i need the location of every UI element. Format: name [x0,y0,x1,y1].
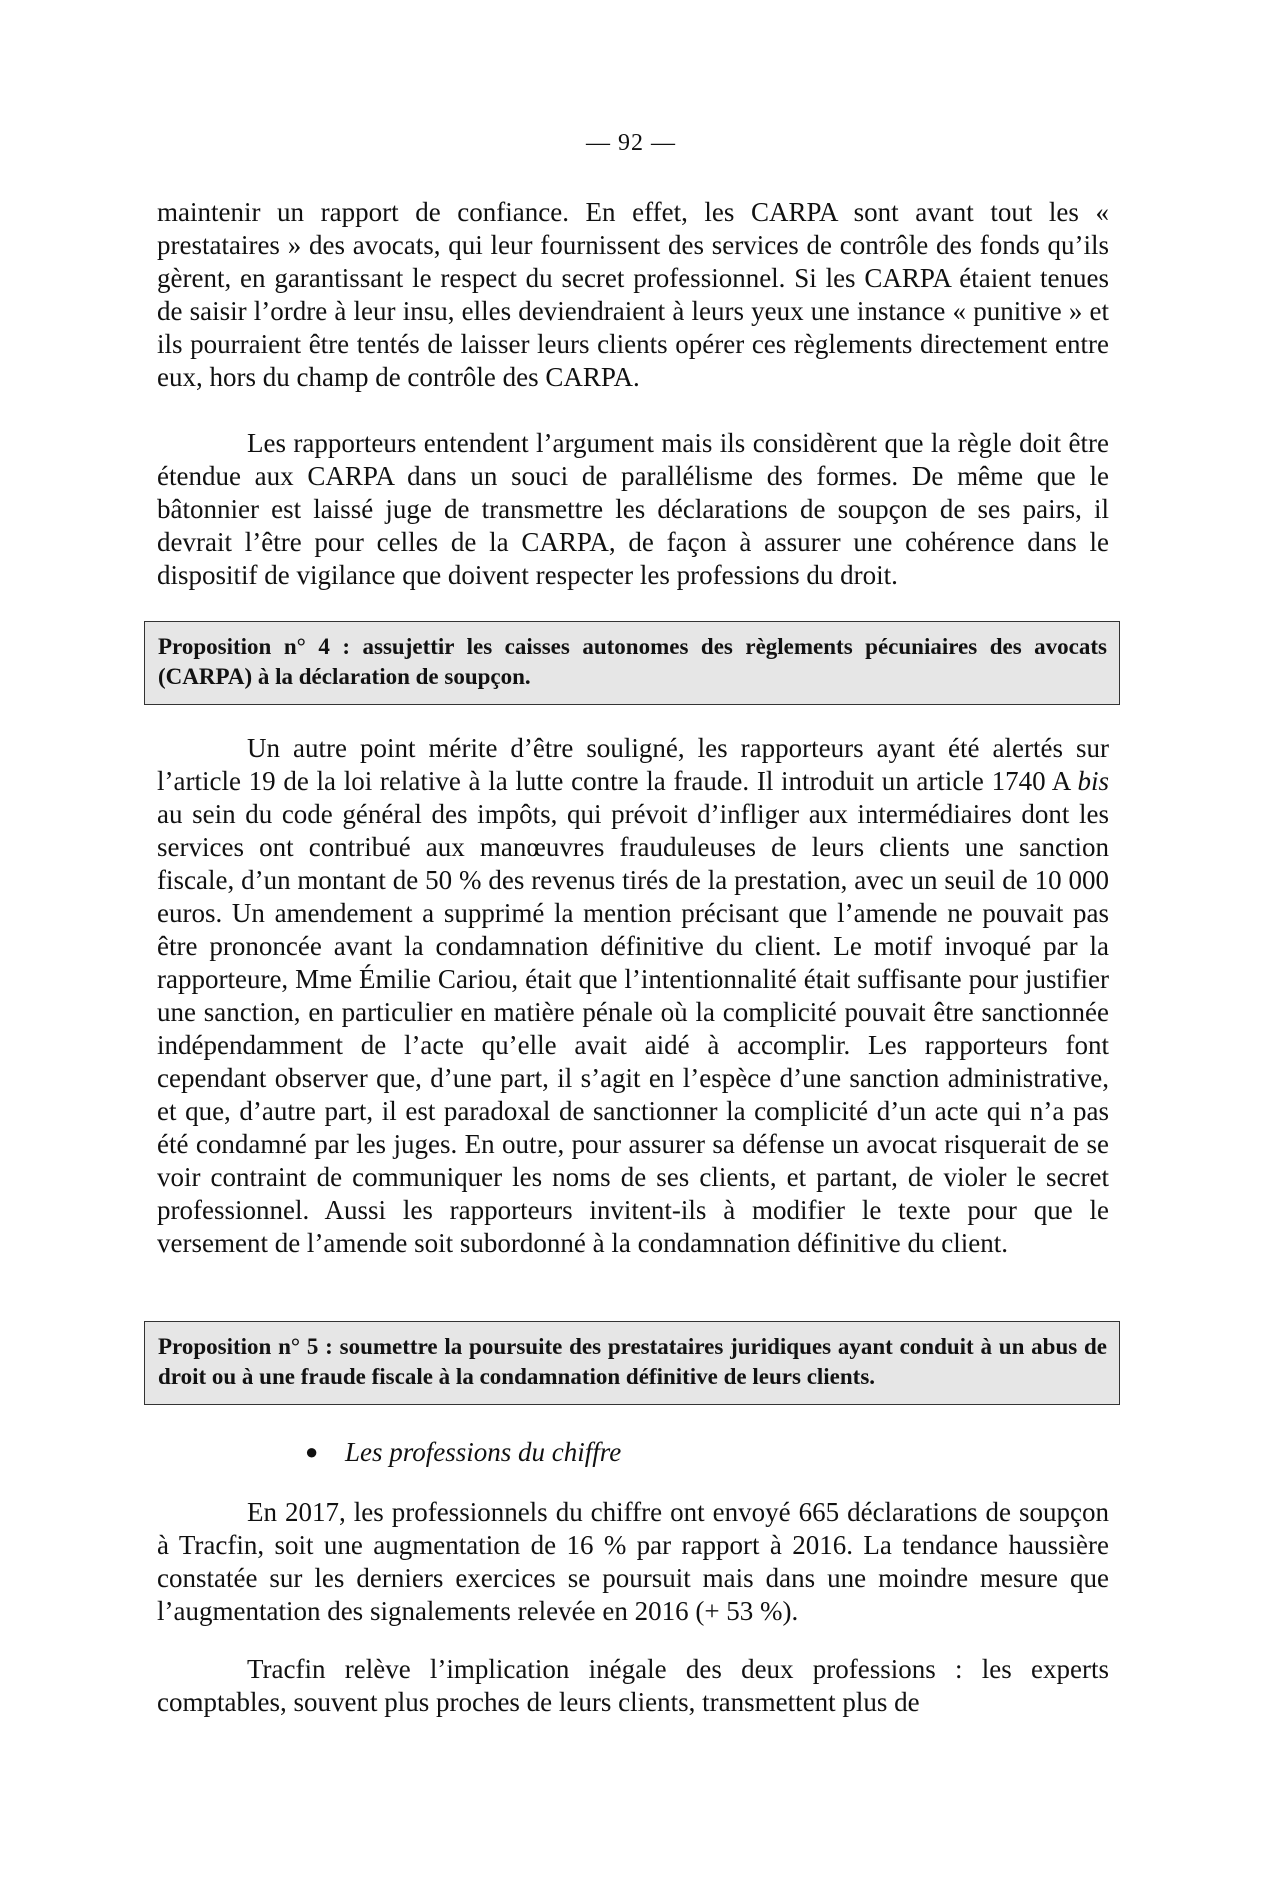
italic-bis: bis [1077,766,1109,796]
paragraph-article-19-start: Un autre point mérite d’être souligné, les rapporteurs ayant été alertés sur l’article 19 de la loi relative à la lutte contre la fraude. Il introduit un article 1740 A [157,733,1109,796]
proposition-5-box: Proposition n° 5 : soumettre la poursuite des prestataires juridiques ayant conduit à un abus de droit ou à une fraude fiscale à la condamnation définitive de leurs clients. [144,1321,1120,1405]
bullet-icon: ● [305,1439,319,1464]
paragraph-article-19 [157,732,1109,1260]
paragraph-rapporteurs-argument: Les rapporteurs entendent l’argument mais ils considèrent que la règle doit être étendue aux CARPA dans un souci de parallélisme des formes. De même que le bâtonnier est laissé juge de transmettre les déclarations de soupçon de ses pairs, il devrait l’être pour celles de la CARPA, de façon à assurer une cohérence dans le dispositif de vigilance que doivent respecter les professions du droit. [157,428,1109,590]
paragraph-carpa-confidence: maintenir un rapport de confiance. En effet, les CARPA sont avant tout les « prestataires » des avocats, qui leur fournissent des services de contrôle des fonds qu’ils gèrent, en garantissant le respect du secret professionnel. Si les CARPA étaient tenues de saisir l’ordre à leur insu, elles deviendraient à leurs yeux une instance « punitive » et ils pourraient être tentés de laisser leurs clients opérer ces règlements directement entre eux, hors du champ de contrôle des CARPA. [157,197,1109,392]
paragraph-2017-declarations: En 2017, les professionnels du chiffre ont envoyé 665 déclarations de soupçon à Tracfin, soit une augmentation de 16 % par rapport à 2016. La tendance haussière constatée sur les derniers exercices se poursuit mais dans une moindre mesure que l’augmentation des signalements relevée en 2016 (+ 53 %). [157,1497,1109,1626]
proposition-4-box: Proposition n° 4 : assujettir les caisses autonomes des règlements pécuniaires des avocats (CARPA) à la déclaration de soupçon. [144,621,1120,705]
section-heading [305,1435,621,1469]
paragraph-article-19-end: au sein du code général des impôts, qui prévoit d’infliger aux intermédiaires dont les services ont contribué aux manœuvres frauduleuses de leurs clients une sanction fiscale, d’un montant de 50 % des revenus tirés de la prestation, avec un seuil de 10 000 euros. Un amendement a supprimé la mention précisant que l’amende ne pouvait pas être prononcée avant la condamnation définitive du client. Le motif invoqué par la rapporteure, Mme Émilie Cariou, était que l’intentionnalité était suffisante pour justifier une sanction, en particulier en matière pénale où la complicité pouvait être sanctionnée indépendamment de l’acte qu’elle avait aidé à accomplir. Les rapporteurs font cependant observer que, d’une part, il s’agit en l’espèce d’une sanction administrative, et que, d’autre part, il est paradoxal de sanctionner la complicité d’un acte qui n’a pas été condamné par les juges. En outre, pour assurer sa défense un avocat risquerait de se voir contraint de communiquer les noms de ses clients, et partant, de violer le secret professionnel. Aussi les rapporteurs invitent-ils à modifier le texte pour que le versement de l’amende soit subordonné à la condamnation définitive du client. [157,799,1109,1258]
section-heading-text: Les professions du chiffre [345,1437,622,1467]
paragraph-tracfin-implication: Tracfin relève l’implication inégale des deux professions : les experts comptables, souvent plus proches de leurs clients, transmettent plus de [157,1654,1109,1717]
page-number: — 92 — [586,130,676,156]
